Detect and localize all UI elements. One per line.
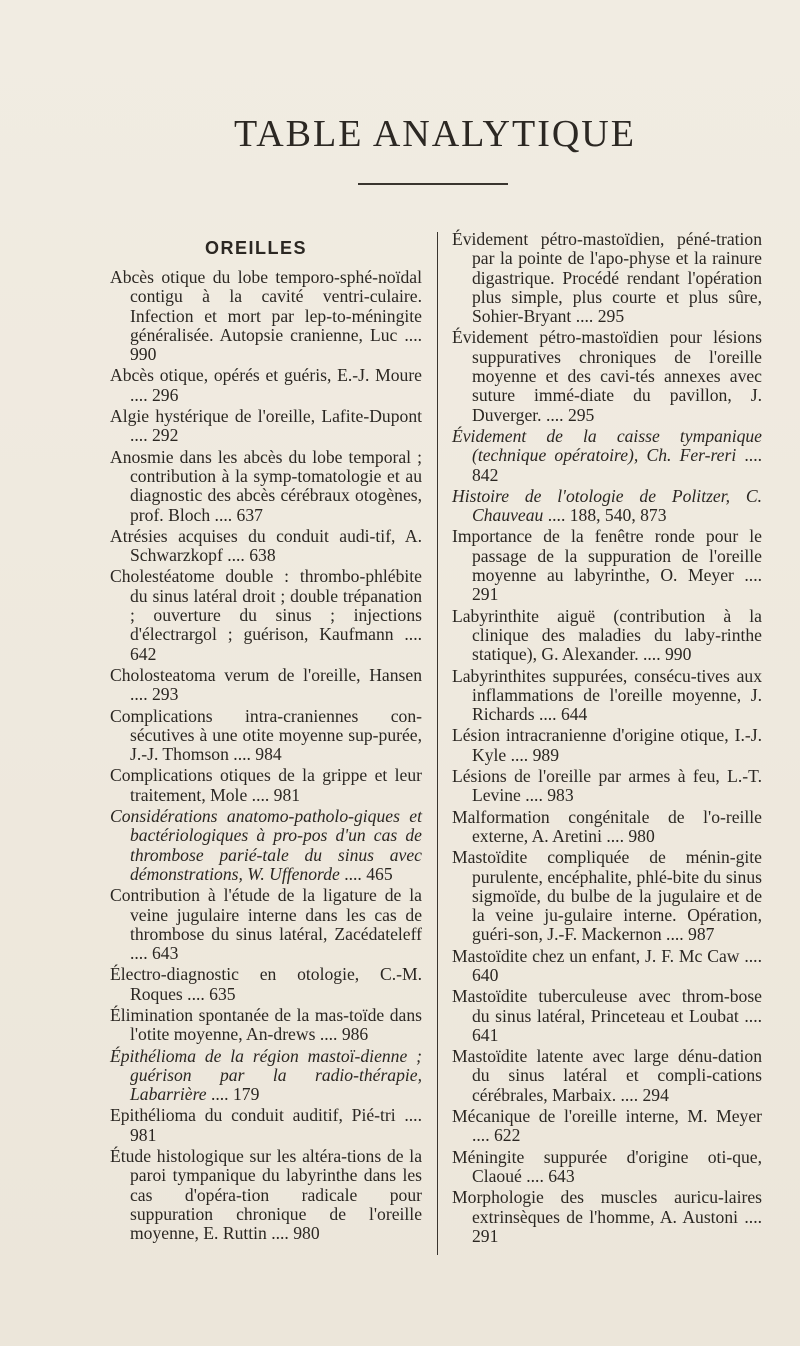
leader-dots: .... bbox=[738, 1206, 762, 1227]
index-entry bbox=[110, 1147, 422, 1243]
index-entry bbox=[452, 726, 762, 765]
index-entry bbox=[452, 987, 762, 1045]
leader-dots: .... bbox=[601, 825, 629, 846]
page-reference: 188, 540, 873 bbox=[569, 505, 667, 526]
page-reference: 638 bbox=[249, 545, 276, 566]
index-entry bbox=[110, 886, 422, 963]
index-entry bbox=[452, 487, 762, 526]
index-entry bbox=[110, 766, 422, 805]
entry-text: Lésions de l'oreille par armes à feu, L.-T. Levine bbox=[452, 766, 762, 806]
entry-text: Étude histologique sur les altéra-tions de la paroi tympanique du labyrinthe dans les cas d'opéra-tion radicale pour suppuration chronique de l'oreille moyenne, E. Ruttin bbox=[110, 1146, 422, 1244]
leader-dots: .... bbox=[520, 785, 548, 806]
index-entry bbox=[110, 448, 422, 525]
entry-text: Mécanique de l'oreille interne, M. Meyer bbox=[452, 1106, 762, 1127]
entry-text: Labyrinthite aiguë (contribution à la clinique des maladies du laby-rinthe statique), G. Alexander. bbox=[452, 605, 762, 665]
leader-dots: .... bbox=[738, 1005, 762, 1026]
leader-dots: .... bbox=[733, 565, 762, 586]
entry-text: Évidement pétro-mastoïdien, péné-tration par la pointe de l'apo-physe et la rainure digastrique. Procédé rendant l'opération plus simple, plus courte et plus sûre, Sohier-Bryant bbox=[452, 229, 762, 327]
leader-dots: .... bbox=[339, 863, 367, 884]
entry-text: Évidement pétro-mastoïdien pour lésions suppuratives chroniques de l'oreille moyenne et des cavi-tés annexes avec suture immé-diate du pavillon, J. Duverger. bbox=[452, 327, 762, 425]
leader-dots: .... bbox=[543, 505, 570, 526]
index-entry bbox=[452, 1107, 762, 1146]
page-reference: 987 bbox=[688, 924, 715, 945]
page-reference: 635 bbox=[209, 983, 236, 1004]
page-reference: 637 bbox=[236, 504, 263, 525]
index-entry bbox=[452, 947, 762, 986]
leader-dots: .... bbox=[521, 1165, 549, 1186]
leader-dots: .... bbox=[616, 1084, 643, 1105]
page-reference: 179 bbox=[232, 1084, 260, 1105]
leader-dots: .... bbox=[506, 744, 533, 765]
leader-dots: .... bbox=[228, 744, 256, 765]
index-entry bbox=[110, 807, 422, 884]
index-entry bbox=[452, 527, 762, 604]
index-entry bbox=[452, 767, 762, 806]
page-reference: 465 bbox=[366, 863, 393, 884]
entry-text: Évidement de la caisse tympanique (technique opératoire), Ch. Fer-reri bbox=[452, 425, 762, 466]
entry-text: Importance de la fenêtre ronde pour le passage de la suppuration de l'oreille moyenne au labyrinthe, O. Meyer bbox=[452, 526, 762, 586]
page-reference: 990 bbox=[665, 644, 692, 665]
page-reference: 980 bbox=[628, 825, 655, 846]
page-reference: 989 bbox=[532, 744, 559, 765]
entry-text: Histoire de l'otologie de Politzer, C. Chauveau bbox=[452, 485, 762, 526]
entry-text: Lésion intracranienne d'origine otique, I.-J. Kyle bbox=[452, 725, 762, 765]
page-reference: 842 bbox=[472, 464, 499, 485]
leader-dots: .... bbox=[315, 1024, 342, 1045]
leader-dots: .... bbox=[210, 504, 237, 525]
page-reference: 622 bbox=[494, 1125, 521, 1146]
index-entry bbox=[110, 1047, 422, 1105]
index-entry bbox=[452, 667, 762, 725]
index-entry bbox=[452, 808, 762, 847]
leader-dots: .... bbox=[247, 784, 274, 805]
entry-text: Mastoïdite tuberculeuse avec throm-bose du sinus latéral, Princeteau et Loubat bbox=[452, 986, 762, 1026]
index-entry bbox=[110, 1006, 422, 1045]
index-entry bbox=[110, 366, 422, 405]
page-reference: 644 bbox=[560, 704, 588, 725]
page-reference: 641 bbox=[472, 1024, 499, 1045]
leader-dots: .... bbox=[638, 644, 665, 665]
entry-text: Atrésies acquises du conduit audi-tif, A. Schwarzkopf bbox=[110, 525, 422, 566]
entry-text: Abcès otique du lobe temporo-sphé-noïdal contigu à la cavité ventri-culaire. Infection et mort par lep-to-méningite généralisée. Autopsie cranienne, Luc bbox=[110, 267, 422, 345]
index-entry bbox=[110, 527, 422, 566]
leader-dots: .... bbox=[571, 306, 598, 327]
page-reference: 295 bbox=[567, 404, 595, 425]
page-reference: 986 bbox=[341, 1024, 369, 1045]
page-reference: 643 bbox=[548, 1165, 575, 1186]
index-entry bbox=[110, 707, 422, 765]
leader-dots: .... bbox=[206, 1084, 233, 1105]
leader-dots: .... bbox=[222, 545, 250, 566]
index-entry bbox=[452, 1148, 762, 1187]
page-reference: 293 bbox=[152, 684, 179, 705]
title-rule bbox=[358, 183, 508, 185]
left-column bbox=[110, 268, 422, 1246]
entry-text: Mastoïdite compliquée de ménin-gite purulente, encéphalite, phlé-bite du sinus sigmoïde, du bulbe de la jugulaire et de la veine ju-gulaire interne. Opération, guéri-son, J.-F. Mackernon bbox=[452, 847, 762, 945]
index-entry bbox=[110, 965, 422, 1004]
section-title: OREILLES bbox=[205, 238, 308, 258]
page-reference: 640 bbox=[472, 964, 499, 985]
page-reference: 643 bbox=[152, 943, 179, 964]
entry-text: Abcès otique, opérés et guéris, E.-J. Moure bbox=[110, 365, 422, 386]
page-reference: 983 bbox=[547, 785, 574, 806]
page-title: TABLE ANALYTIQUE bbox=[234, 113, 636, 155]
leader-dots: .... bbox=[534, 704, 561, 725]
leader-dots: .... bbox=[739, 945, 762, 966]
leader-dots: .... bbox=[541, 404, 568, 425]
entry-text: Mastoïdite chez un enfant, J. F. Mc Caw bbox=[452, 945, 740, 966]
leader-dots: .... bbox=[130, 425, 152, 446]
index-entry bbox=[452, 1188, 762, 1246]
index-entry bbox=[452, 848, 762, 944]
page-reference: 291 bbox=[472, 1225, 499, 1246]
page-reference: 981 bbox=[273, 784, 301, 805]
entry-text: Mastoïdite latente avec large dénu-dation du sinus latéral et compli-cations cérébrales, Marbaix. bbox=[452, 1046, 762, 1105]
index-entry bbox=[452, 230, 762, 326]
index-entry bbox=[110, 567, 422, 663]
entry-text: Contribution à l'étude de la ligature de la veine jugulaire interne dans les cas de thrombose du sinus latéral, Zacédateleff bbox=[110, 885, 422, 944]
entry-text: Épithélioma de la région mastoï-dienne ; guérison par la radio-thérapie, Labarrière bbox=[110, 1045, 422, 1105]
page-reference: 296 bbox=[152, 384, 179, 405]
entry-text: Électro-diagnostic en otologie, C.-M. Roques bbox=[110, 964, 422, 1004]
leader-dots: .... bbox=[266, 1223, 294, 1244]
page-reference: 294 bbox=[642, 1084, 669, 1105]
page-reference: 990 bbox=[130, 344, 157, 365]
index-entry bbox=[110, 666, 422, 705]
index-entry bbox=[110, 407, 422, 446]
leader-dots: .... bbox=[397, 324, 422, 345]
index-entry bbox=[452, 427, 762, 485]
leader-dots: .... bbox=[130, 943, 152, 964]
entry-text: Labyrinthites suppurées, consécu-tives aux inflammations de l'oreille moyenne, J. Richards bbox=[452, 665, 762, 725]
index-entry bbox=[452, 328, 762, 424]
entry-text: Considérations anatomo-patholo-giques et bactériologiques à pro-pos d'un cas de thrombose parié-tale du sinus avec démonstrations, W. Uffenorde bbox=[110, 806, 422, 884]
leader-dots: .... bbox=[130, 384, 152, 405]
right-column bbox=[452, 230, 762, 1248]
entry-text: Méningite suppurée d'origine oti-que, Claoué bbox=[452, 1146, 762, 1186]
index-entry bbox=[110, 268, 422, 364]
leader-dots: .... bbox=[736, 445, 762, 466]
page-reference: 642 bbox=[130, 643, 157, 664]
column-divider bbox=[437, 232, 438, 1255]
entry-text: Cholosteatoma verum de l'oreille, Hansen bbox=[110, 664, 422, 685]
leader-dots: .... bbox=[182, 983, 210, 1004]
entry-text: Élimination spontanée de la mas-toïde dans l'otite moyenne, An-drews bbox=[110, 1004, 422, 1045]
entry-text: Algie hystérique de l'oreille, Lafite-Dupont bbox=[110, 406, 422, 427]
page-reference: 984 bbox=[255, 744, 282, 765]
page-reference: 295 bbox=[597, 306, 625, 327]
entry-text: Cholestéatome double : thrombo-phlébite du sinus latéral droit ; double trépanation ; ouverture du sinus ; injections d'électrargol ; guérison, Kaufmann bbox=[110, 566, 422, 645]
leader-dots: .... bbox=[395, 1105, 422, 1126]
index-entry bbox=[452, 1047, 762, 1105]
leader-dots: .... bbox=[393, 624, 422, 645]
leader-dots: .... bbox=[661, 924, 689, 945]
page-reference: 292 bbox=[152, 425, 179, 446]
leader-dots: .... bbox=[472, 1125, 494, 1146]
entry-text: Complications otiques de la grippe et leur traitement, Mole bbox=[110, 765, 422, 805]
entry-text: Epithélioma du conduit auditif, Pié-tri bbox=[110, 1105, 396, 1126]
page-reference: 980 bbox=[293, 1223, 320, 1244]
index-entry bbox=[110, 1106, 422, 1145]
page-reference: 291 bbox=[472, 584, 499, 605]
entry-text: Anosmie dans les abcès du lobe temporal ; contribution à la symp-tomatologie et au diagnostic des abcès cérébraux otogènes, prof. Bloch bbox=[110, 446, 422, 525]
entry-text: Morphologie des muscles auricu-laires extrinsèques de l'homme, A. Austoni bbox=[452, 1187, 762, 1227]
index-entry bbox=[452, 607, 762, 665]
entry-text: Complications intra-craniennes con-sécutives à une otite moyenne sup-purée, J.-J. Thomson bbox=[110, 705, 422, 765]
page-reference: 981 bbox=[130, 1124, 157, 1145]
leader-dots: .... bbox=[130, 684, 152, 705]
entry-text: Malformation congénitale de l'o-reille externe, A. Aretini bbox=[452, 806, 762, 846]
